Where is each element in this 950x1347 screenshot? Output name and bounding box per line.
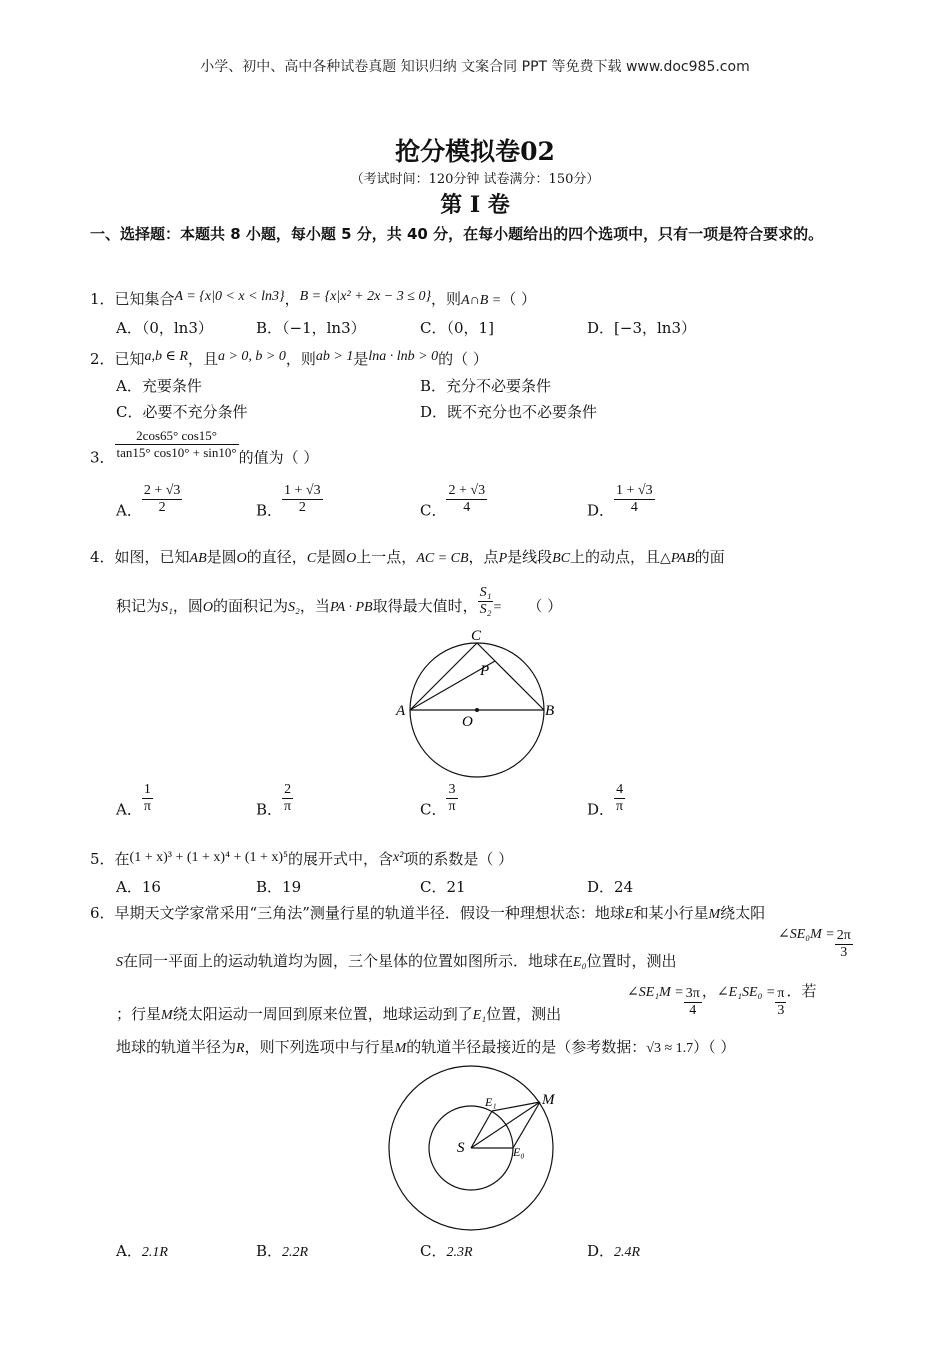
q6-comma: ， [701, 982, 717, 1000]
section-heading: 一、选择题：本题共 8 小题，每小题 5 分，共 40 分，在每小题给出的四个选项中，只有一项是符合要求的。 [90, 225, 824, 243]
q4-arcs: AC = CB [416, 551, 469, 566]
q4-letter-c: C． [420, 800, 447, 819]
q6-t12: 的轨道半径最接近的是（参考数据： [406, 1038, 647, 1056]
q2-option-c[interactable]: C．必要不充分条件 [116, 403, 248, 421]
q4-triangle: △PAB [660, 551, 695, 566]
q5-option-b[interactable]: B．19 [256, 878, 302, 896]
q4-option-b-frac [282, 782, 293, 815]
q4-d-den: π [616, 799, 624, 814]
q6-reference: √3 ≈ 1.7 [646, 1041, 694, 1056]
q6-t3: 绕太阳 [720, 904, 766, 922]
q3-option-c[interactable] [420, 483, 487, 521]
site-header: 小学、初中、高中各种试卷真题 知识归纳 文案合同 PPT 等免费下载 www.doc985.com [200, 59, 750, 75]
q2-option-a[interactable]: A．充要条件 [116, 377, 202, 395]
q4-t13: ，当 [299, 597, 330, 615]
q3-letter-d: D． [587, 501, 615, 520]
q4-dot-product: PA · PB [329, 600, 373, 615]
q4-c-den: π [448, 799, 456, 814]
q6-e0: E₀ [573, 955, 587, 970]
q3-option-d-frac [614, 483, 655, 516]
q6-t4: 在同一平面上的运动轨道均为圆，三个星体的位置如图所示．地球在 [123, 952, 574, 970]
q4-d-num: 4 [614, 782, 625, 799]
q6-a-val: 2.1R [141, 1245, 168, 1260]
q6-t11: ，则下列选项中与行星 [244, 1038, 395, 1056]
label-a: A [396, 703, 406, 719]
q6-angle-1-label: ∠SE₀M = [778, 927, 835, 942]
q3-fraction [115, 428, 239, 461]
q2-cond1: a,b ∈ R [144, 349, 188, 364]
q3-option-d[interactable] [587, 483, 655, 521]
q6-angle-3-frac [775, 986, 786, 1019]
q6-angle-2-frac [684, 986, 702, 1019]
center-point [475, 708, 479, 712]
question-4-line1 [90, 546, 725, 567]
q4-paren: （ ） [527, 597, 563, 615]
q4-b-den: π [284, 799, 292, 814]
label-m: M [542, 1092, 555, 1108]
question-4-line2 [116, 585, 562, 618]
q6-t9: ．若 [786, 982, 817, 1000]
q4-t6: ，点 [468, 548, 499, 566]
q4-t5: 上一点， [356, 548, 417, 566]
q4-t9: 的面 [694, 548, 725, 566]
q3-option-a-frac [142, 483, 183, 516]
q6-t10: 地球的轨道半径为 [116, 1038, 237, 1056]
q2-text-d: 是 [353, 350, 369, 368]
q3-option-a[interactable] [116, 483, 182, 521]
q3-number: 3． [90, 448, 115, 467]
q3-denominator: tan15° cos10° + sin10° [116, 445, 237, 460]
q4-letter-d: D． [587, 800, 615, 819]
q3-option-b-frac [282, 483, 323, 516]
q4-t1: 4．如图，已知 [90, 548, 190, 566]
page-title: 抢分模拟卷02 [395, 137, 555, 166]
line-s-e1 [471, 1111, 492, 1148]
q4-ab: AB [189, 551, 207, 566]
q3-d-den: 4 [630, 500, 638, 515]
question-2-stem [90, 348, 488, 369]
q2-text-b: ，且 [187, 350, 218, 368]
q4-s1: S₁ [161, 600, 173, 615]
q5-option-a[interactable]: A．16 [116, 878, 161, 896]
q6-letter-a: A． [116, 1242, 142, 1260]
q4-option-b[interactable] [256, 782, 293, 820]
question-5-stem [90, 848, 513, 869]
q4-letter-a: A． [116, 800, 142, 819]
q5-text-c: 项的系数是（ ） [403, 850, 514, 868]
q6-t13: ）（ ） [693, 1038, 736, 1056]
q6-option-b[interactable] [256, 1240, 308, 1261]
label-e0: E₀ [513, 1145, 525, 1159]
q5-expression: (1 + x)³ + (1 + x)⁴ + (1 + x)⁵ [129, 850, 288, 865]
q1-text-b: ，则 [431, 290, 462, 308]
label-s: S [457, 1140, 465, 1156]
q6-m3: M [394, 1041, 407, 1056]
q4-option-d-frac [614, 782, 625, 815]
question-1-stem [90, 288, 536, 309]
q6-m: M [708, 907, 721, 922]
q4-p: P [498, 551, 508, 566]
q4-t8: 上的动点，且 [570, 548, 661, 566]
q6-letter-b: B． [256, 1242, 283, 1260]
q4-t3: 的直径， [246, 548, 307, 566]
q3-b-den: 2 [298, 500, 306, 515]
q6-option-a[interactable] [116, 1240, 168, 1261]
q4-t11: ，圆 [172, 597, 203, 615]
q5-x2: x² [392, 850, 404, 865]
volume-title: 第 I 卷 [440, 192, 510, 218]
question-6-line2 [116, 950, 676, 971]
question-6-line1 [90, 902, 765, 923]
q6-t2: 和某小行星 [633, 904, 709, 922]
q3-d-num: 1 + √3 [616, 483, 653, 498]
q6-t7: 绕太阳运动一周回到原来位置，地球运动到了 [172, 1005, 473, 1023]
q4-b-num: 2 [282, 782, 293, 799]
q4-o2: O [346, 551, 357, 566]
q6-e1: E₁ [472, 1008, 487, 1023]
line-e0-m [513, 1102, 540, 1148]
q6-t1: 6．早期天文学家常采用“三角法”测量行星的轨道半径．假设一种理想状态：地球 [90, 904, 625, 922]
q3-option-c-frac [446, 483, 487, 516]
q6-angle-3-label: ∠E₁SE₀ = [716, 985, 776, 1000]
q3-option-b[interactable] [256, 483, 323, 521]
q2-text-e: 的（ ） [438, 350, 488, 368]
q4-c-num: 3 [446, 782, 457, 799]
q6-m2: M [161, 1008, 173, 1023]
q3-c-den: 4 [463, 500, 471, 515]
q1-option-a[interactable]: A．（0，ln3） [116, 319, 213, 337]
q4-o1: O [236, 551, 247, 566]
set-b: B = {x|x² + 2x − 3 ≤ 0} [299, 289, 432, 304]
q6-angle-1-num: 2π [836, 927, 851, 943]
q3-numerator: 2cos65° cos15° [115, 428, 239, 445]
q5-text-a: 5．在 [90, 850, 130, 868]
q4-s2: S₂ [288, 600, 300, 615]
q6-e: E [624, 907, 634, 922]
q6-angle-2 [627, 980, 816, 1019]
q1-option-d[interactable]: D．[−3，ln3） [587, 319, 696, 337]
q1-option-c[interactable]: C．（0，1] [420, 319, 494, 337]
q3-c-num: 2 + √3 [448, 483, 486, 498]
q4-bc: BC [552, 551, 571, 566]
label-e1: E₁ [485, 1095, 497, 1109]
q3-text: 的值为（ ） [238, 448, 319, 467]
q3-b-num: 1 + √3 [284, 483, 321, 498]
q6-angle-3-den: 3 [777, 1002, 785, 1018]
q2-cond3: ab > 1 [315, 349, 354, 364]
q3-a-num: 2 + √3 [143, 483, 181, 498]
q5-option-c[interactable]: C．21 [420, 878, 466, 896]
q1-paren: （ ） [501, 290, 537, 308]
q6-angle-2-den: 4 [689, 1002, 697, 1018]
q6-angle-2-label: ∠SE₁M = [627, 985, 684, 1000]
q2-text-c: ，则 [285, 350, 316, 368]
q1-comma: ， [284, 290, 300, 308]
q6-angle-1-frac [835, 928, 853, 961]
q4-option-d[interactable] [587, 782, 625, 820]
q4-circle-figure [392, 624, 562, 780]
q6-option-d[interactable] [587, 1240, 640, 1261]
q6-t8: 位置，测出 [486, 1005, 562, 1023]
question-6-line3 [116, 1003, 561, 1024]
q6-letter-d: D． [587, 1242, 615, 1260]
exam-info: （考试时间：120分钟 试卷满分：150分） [350, 172, 600, 187]
q6-angle-1-den: 3 [840, 944, 848, 960]
label-c: C [471, 628, 482, 644]
q4-option-a[interactable] [116, 782, 153, 820]
q2-cond4: lna · lnb > 0 [368, 349, 439, 364]
q6-angle-1 [778, 926, 853, 961]
set-a: A = {x|0 < x < ln3} [174, 289, 285, 304]
q4-c: C [306, 551, 317, 566]
q6-r: R [236, 1041, 245, 1056]
q2-cond2: a > 0, b > 0 [217, 349, 286, 364]
q4-letter-b: B． [256, 800, 283, 819]
q6-angle-2-num: 3π [685, 985, 700, 1001]
q3-letter-b: B． [256, 501, 283, 520]
q6-angle-3-num: π [777, 985, 785, 1001]
q4-t2: 是圆 [206, 548, 237, 566]
label-b: B [545, 703, 555, 719]
q1-text: 1．已知集合 [90, 290, 175, 308]
q1-option-b[interactable]: B．（−1，ln3） [256, 319, 366, 337]
q6-letter-c: C． [420, 1242, 447, 1260]
q6-s: S [116, 955, 123, 970]
q4-ratio [478, 585, 494, 618]
q4-option-a-frac [142, 782, 153, 815]
q4-option-c[interactable] [420, 782, 458, 820]
q4-eq: = [493, 600, 502, 615]
q4-t10: 积记为 [116, 597, 162, 615]
q3-letter-a: A． [116, 501, 142, 520]
q6-orbit-figure [385, 1064, 555, 1234]
q4-option-c-frac [446, 782, 457, 815]
q2-option-d[interactable]: D．既不充分也不必要条件 [420, 403, 598, 421]
q6-t5: 位置时，测出 [586, 952, 677, 970]
q4-t14: 取得最大值时， [372, 597, 478, 615]
q6-c-val: 2.3R [446, 1245, 473, 1260]
q4-t7: 是线段 [507, 548, 553, 566]
intersection-expr: A∩B = [461, 293, 502, 308]
question-3-stem [90, 428, 318, 468]
q6-option-c[interactable] [420, 1240, 473, 1261]
label-p: P [480, 663, 490, 679]
q4-o3: O [202, 600, 214, 615]
q4-a-num: 1 [142, 782, 153, 799]
q2-text-a: 2．已知 [90, 350, 145, 368]
q4-a-den: π [143, 799, 151, 814]
q6-b-val: 2.2R [282, 1245, 309, 1260]
q5-text-b: 的展开式中，含 [287, 850, 393, 868]
q5-option-d[interactable]: D．24 [587, 878, 634, 896]
q4-t4: 是圆 [316, 548, 347, 566]
q4-ratio-den: S₂ [479, 602, 492, 617]
q4-ratio-num: S₁ [479, 585, 492, 600]
question-6-line4 [116, 1036, 735, 1057]
q4-t12: 的面积记为 [213, 597, 289, 615]
q2-option-b[interactable]: B．充分不必要条件 [420, 377, 552, 395]
label-o: O [462, 714, 473, 730]
q6-t6: ；行星 [116, 1005, 162, 1023]
q3-a-den: 2 [158, 500, 166, 515]
q3-letter-c: C． [420, 501, 447, 520]
q6-d-val: 2.4R [614, 1245, 641, 1260]
